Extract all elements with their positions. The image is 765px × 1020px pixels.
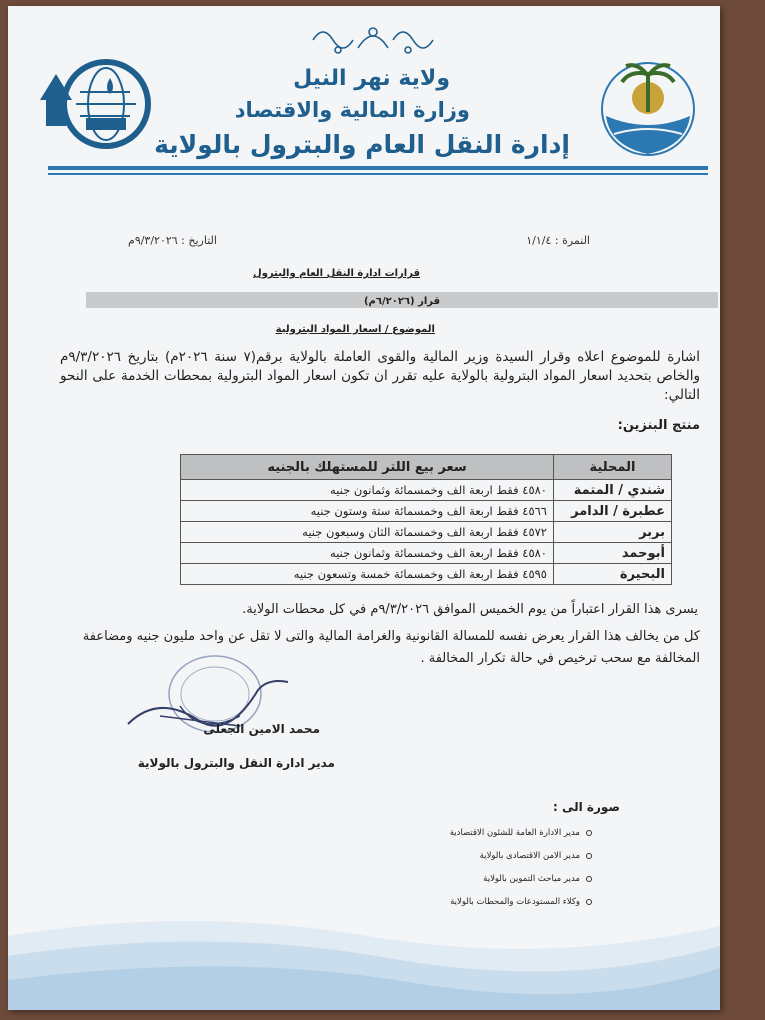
copy-recipient: مدير الامن الاقتصادى بالولاية <box>479 851 580 861</box>
price-cell: ٤٥٧٢ فقط اربعة الف وخمسمائة الثان وسبعون جنيه <box>181 522 554 543</box>
signatory-name: محمد الامين الجعلى <box>203 722 320 736</box>
price-cell: ٤٥٨٠ فقط اربعة الف وخمسمائة وثمانون جنيه <box>181 480 554 501</box>
list-item <box>260 851 580 874</box>
header-divider <box>48 166 708 170</box>
footer-wave-decoration <box>8 896 720 1010</box>
list-item <box>260 828 580 851</box>
price-table <box>180 454 672 585</box>
table-row <box>181 564 672 585</box>
subject-line: الموضوع / اسعار المواد البترولية <box>275 324 435 335</box>
decisions-title: قرارات ادارة النقل العام والبترول <box>253 268 420 279</box>
official-stamp-icon <box>120 646 310 766</box>
locality-cell: البحيرة <box>554 564 672 585</box>
price-cell: ٤٥٩٥ فقط اربعة الف وخمسمائة خمسة وتسعون جنيه <box>181 564 554 585</box>
decision-number: قرار (٦/٢٠٢٦م) <box>363 296 441 307</box>
header-department: إدارة النقل العام والبترول بالولاية <box>154 130 570 159</box>
intro-paragraph: اشارة للموضوع اعلاه وقرار السيدة وزير المالية والقوى العاملة بالولاية برقم(٧ سنة ٢٠٢٦م) بتاريخ ٩/٣/٢٠٢٦م والخاص بتحديد اسعار المواد البترولية بالولاية عليه تقرر ان تكون اسعار المواد البترولية بمحطات الخدمة على النحو التالي: <box>60 349 700 403</box>
list-item <box>260 874 580 897</box>
date-field: التاريخ : ٩/٣/٢٠٢٦م <box>128 234 217 247</box>
copy-to-label: صورة الى : <box>552 800 620 814</box>
header-state: ولاية نهر النيل <box>293 66 450 91</box>
header-ministry: وزارة المالية والاقتصاد <box>234 98 470 122</box>
product-heading: منتج البنزين: <box>617 418 700 433</box>
bullet-icon <box>586 853 592 859</box>
table-row <box>181 522 672 543</box>
transport-logo-icon <box>40 56 152 152</box>
effective-date-paragraph: يسرى هذا القرار اعتباراً من يوم الخميس الموافق ٩/٣/٢٠٢٦م في كل محطات الولاية. <box>242 602 698 617</box>
locality-cell: شندي / المتمة <box>554 480 672 501</box>
bullet-icon <box>586 876 592 882</box>
price-cell: ٤٥٨٠ فقط اربعة الف وخمسمائة وثمانون جنيه <box>181 543 554 564</box>
header-divider-thin <box>48 173 708 175</box>
price-cell: ٤٥٦٦ فقط اربعة الف وخمسمائة ستة وستون جنيه <box>181 501 554 522</box>
column-header-locality: المحلية <box>554 455 672 480</box>
copy-recipient: مدير مباحث التموين بالولاية <box>483 874 580 884</box>
locality-cell: أبوحمد <box>554 543 672 564</box>
state-emblem-icon <box>600 54 696 164</box>
table-header-row <box>181 455 672 480</box>
table-row <box>181 480 672 501</box>
signatory-title: مدير ادارة النقل والبترول بالولاية <box>137 756 335 770</box>
copy-recipient: مدير الادارة العامة للشئون الاقتصادية <box>449 828 580 838</box>
document-page <box>8 6 720 1010</box>
table-row <box>181 501 672 522</box>
locality-cell: عطبرة / الدامر <box>554 501 672 522</box>
column-header-price: سعر بيع اللتر للمستهلك بالجنيه <box>181 455 554 480</box>
reference-number: النمرة : ١/١/٤ <box>526 234 590 247</box>
penalty-paragraph: كل من يخالف هذا القرار يعرض نفسه للمسالة القانونية والغرامة المالية والتى لا تقل عن واحد مليون جنيه ومضاعفة المخالفة مع سحب ترخيص في حالة تكرار المخالفة . <box>82 629 700 666</box>
locality-cell: بربر <box>554 522 672 543</box>
copy-recipient: وكلاء المستودعات والمحطات بالولاية <box>450 897 580 907</box>
table-row <box>181 543 672 564</box>
bullet-icon <box>586 830 592 836</box>
ornament-flourish <box>308 20 438 60</box>
